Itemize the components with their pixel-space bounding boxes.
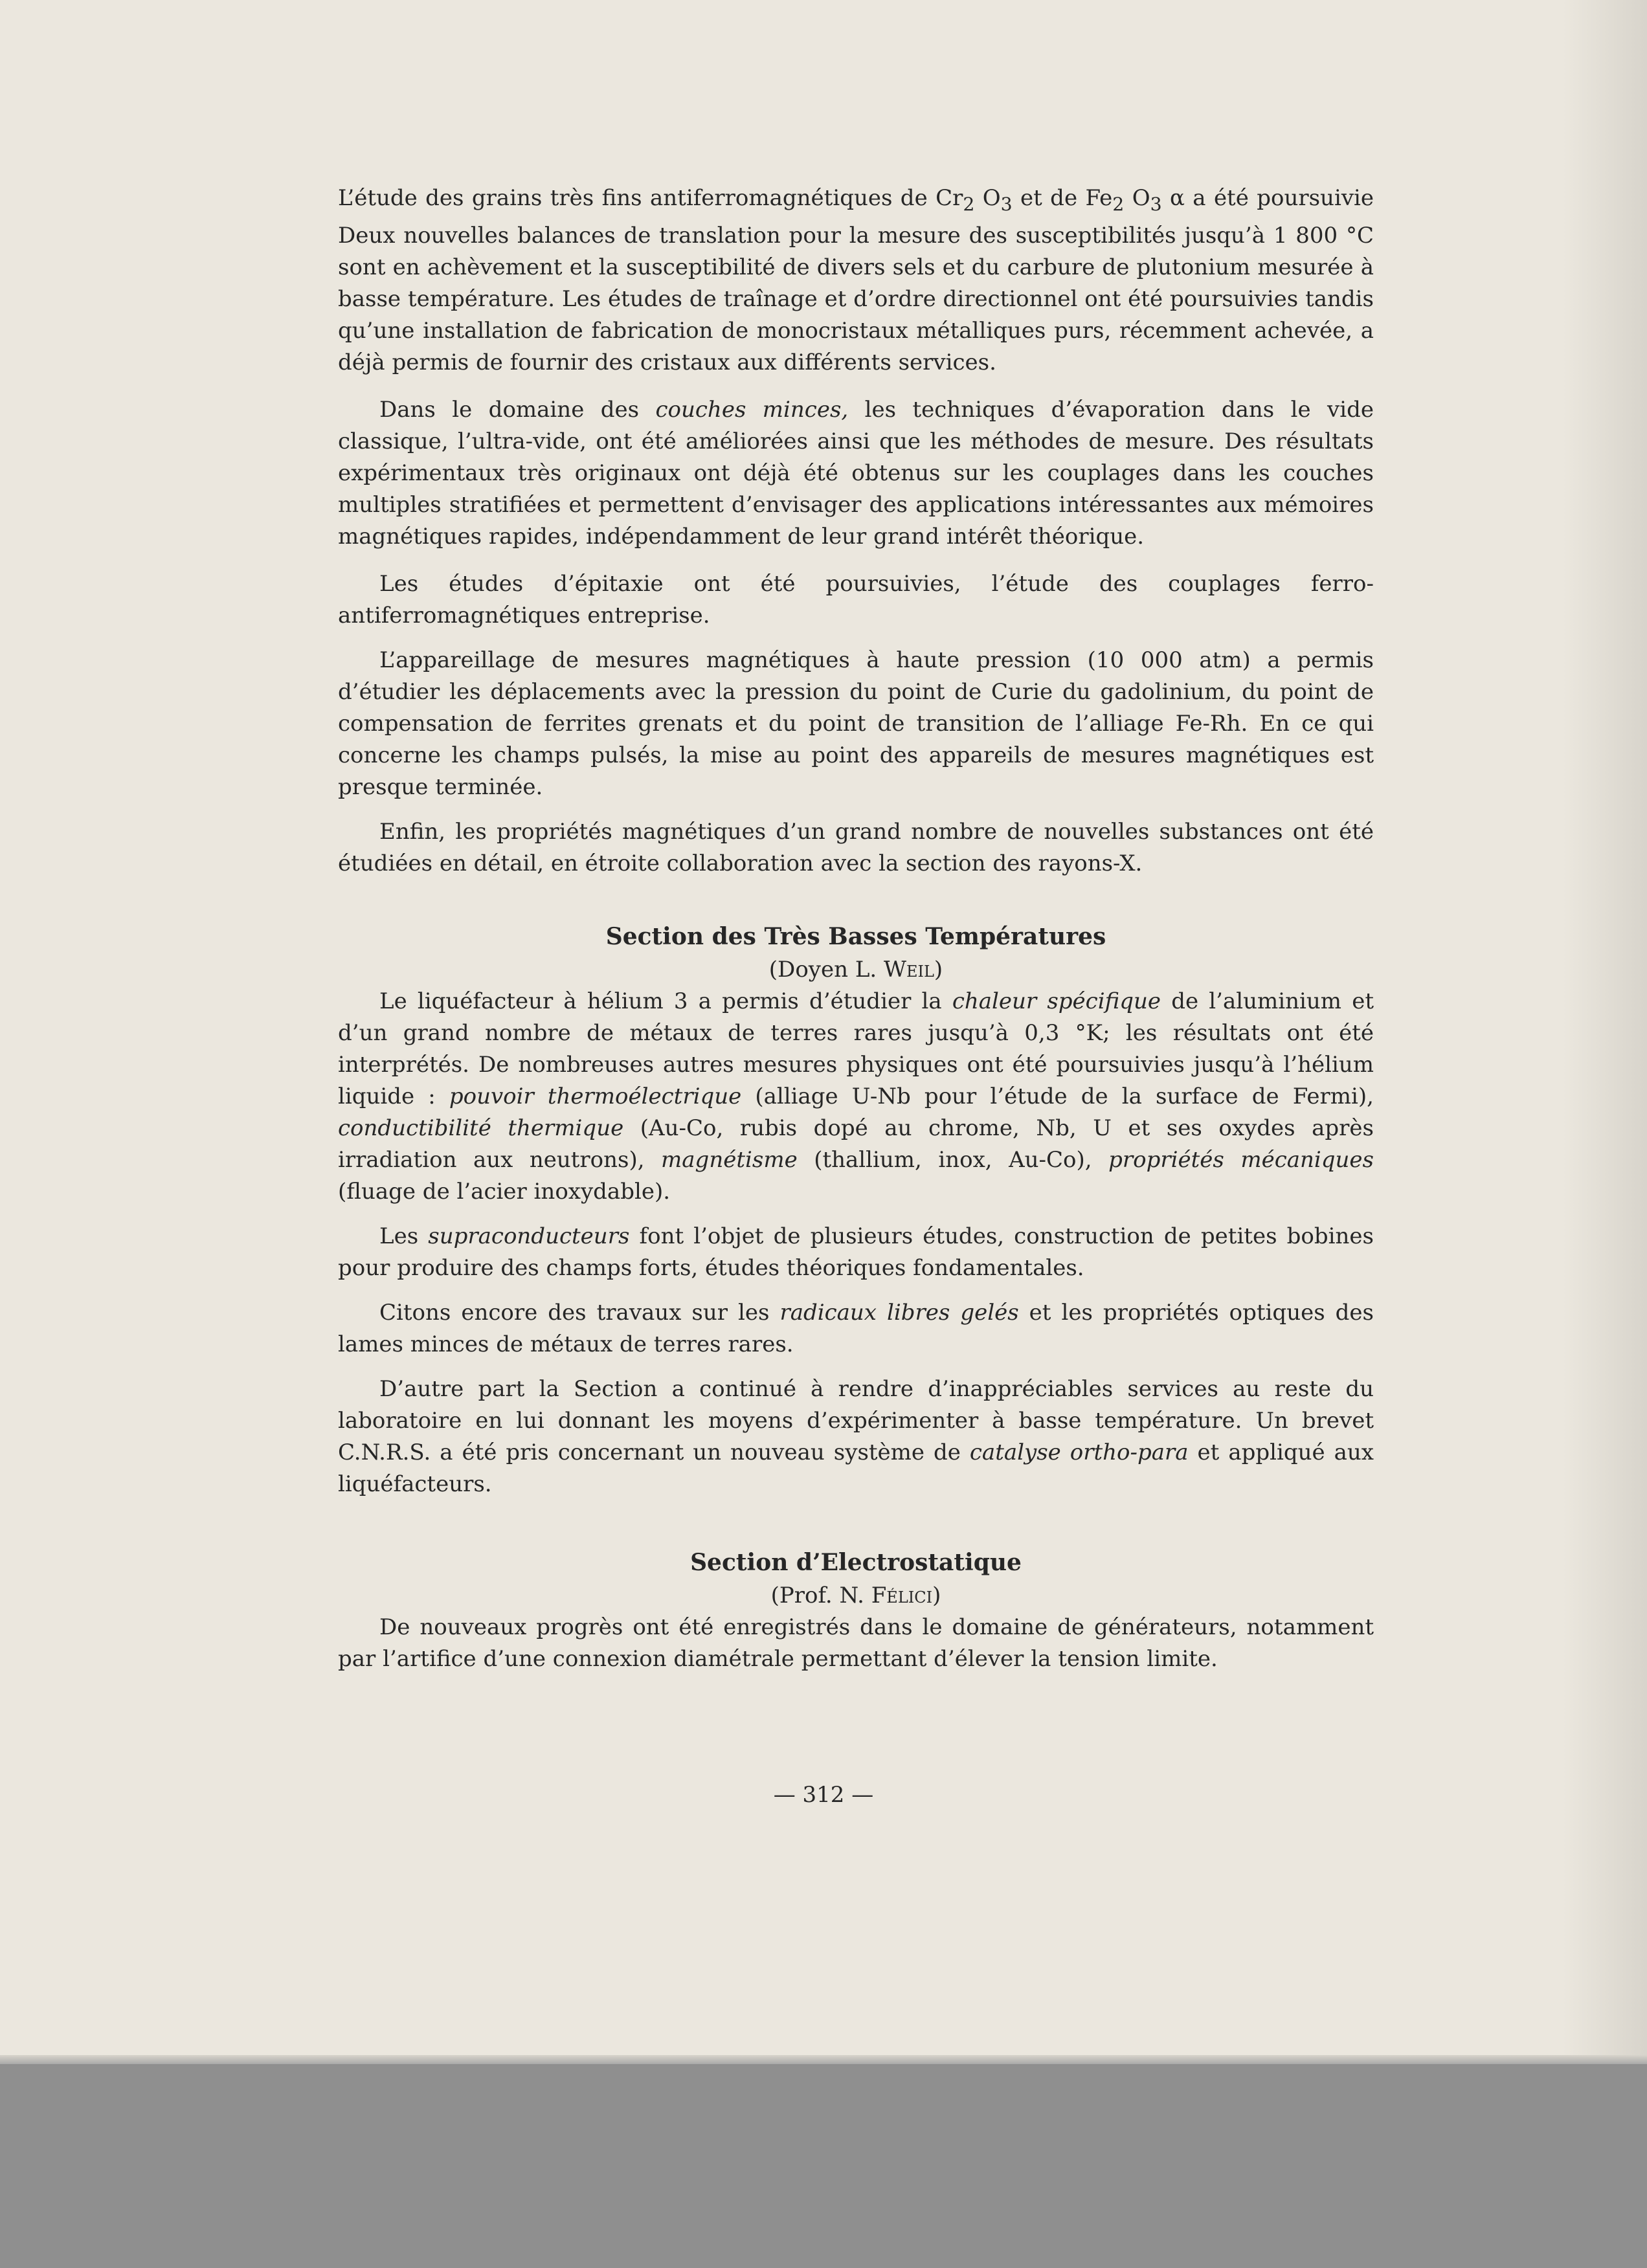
paragraph-generators: De nouveaux progrès ont été enregistrés dans le domaine de générateurs, notamment par l’artifice d’une connexion diamétrale permettant d’élever la tension limite. bbox=[338, 1614, 1374, 1672]
body-text bbox=[338, 183, 1374, 1675]
paragraph-services: D’autre part la Section a continué à rendre d’inappréciables services au reste du laboratoire en lui donnant les moyens d’expérimenter à basse température. Un brevet C.N.R.S. a été pris concernant un nouveau système de catalyse ortho-para et appliqué aux liquéfacteurs. bbox=[338, 1375, 1374, 1497]
section-author-felici: (Prof. N. Félici) bbox=[770, 1582, 941, 1608]
paragraph-helium3: Le liquéfacteur à hélium 3 a permis d’étudier la chaleur spécifique de l’aluminium et d’un grand nombre de métaux de terres rares jusqu’à 0,3 °K; les résultats ont été interprétés. De nombreuses autres mesures physiques ont été poursuivies jusqu’à l’hélium liquide : pouvoir thermoélectrique (alliage U-Nb pour l’étude de la surface de Fermi), conductibilité thermique (Au-Co, rubis dopé au chrome, Nb, U et ses oxydes après irradiation aux neutrons), magnétisme (thallium, inox, Au-Co), propriétés mécaniques (fluage de l’acier inoxydable). bbox=[338, 988, 1374, 1205]
page-number: — 312 — bbox=[773, 1782, 874, 1808]
page-bottom-edge bbox=[0, 2055, 1647, 2064]
paragraph-thin-films: Dans le domaine des couches minces, les techniques d’évaporation dans le vide classique, l’ultra-vide, ont été améliorées ainsi que les méthodes de mesure. Des résultats expérimentaux très originaux ont déjà été obtenus sur les couplages dans les couches multiples stratifiées et permettent d’envisager des applications intéressantes aux mémoires magnétiques rapides, indépendamment de leur grand intérêt théorique. bbox=[338, 396, 1374, 550]
section-author-weil: (Doyen L. Weil) bbox=[768, 956, 943, 983]
paragraph-superconductors: Les supraconducteurs font l’objet de plusieurs études, construction de petites bobines pour produire des champs forts, études théoriques fondamentales. bbox=[338, 1223, 1374, 1281]
paragraph-epitaxy: Les études d’épitaxie ont été poursuivies, l’étude des couplages ferro-antiferromagnétiques entreprise. bbox=[338, 570, 1374, 628]
paragraph-new-substances: Enfin, les propriétés magnétiques d’un grand nombre de nouvelles substances ont été étudiées en détail, en étroite collaboration avec la section des rayons-X. bbox=[338, 818, 1374, 876]
paragraph-grains: L’étude des grains très fins antiferromagnétiques de $Cr_2$ $O_3$ et de $Fe_2$ $O_3$ α a été poursuivie Deux nouvelles balances de translation pour la mesure des susceptibilités jusqu’à 1 800 °C sont en achèvement et la susceptibilité de divers sels et du carbure de plutonium mesurée à basse température. Les études de traînage et d’ordre directionnel ont été poursuivies tandis qu’une installation de fabrication de monocristaux métalliques purs, récemment achevée, a déjà permis de fournir des cristaux aux différents services. bbox=[338, 185, 1374, 375]
section-heading-electrostatics: Section d’Electrostatique bbox=[690, 1548, 1022, 1576]
page-shadow bbox=[1563, 0, 1647, 2055]
paragraph-high-pressure: L’appareillage de mesures magnétiques à haute pression (10 000 atm) a permis d’étudier les déplacements avec la pression du point de Curie du gadolinium, du point de compensation de ferrites grenats et du point de transition de l’alliage Fe-Rh. En ce qui concerne les champs pulsés, la mise au point des appareils de mesures magnétiques est presque terminée. bbox=[338, 647, 1374, 800]
paragraph-free-radicals: Citons encore des travaux sur les radicaux libres gelés et les propriétés optiques des lames minces de métaux de terres rares. bbox=[338, 1299, 1374, 1357]
section-heading-low-temperatures: Section des Très Basses Températures bbox=[605, 922, 1106, 950]
